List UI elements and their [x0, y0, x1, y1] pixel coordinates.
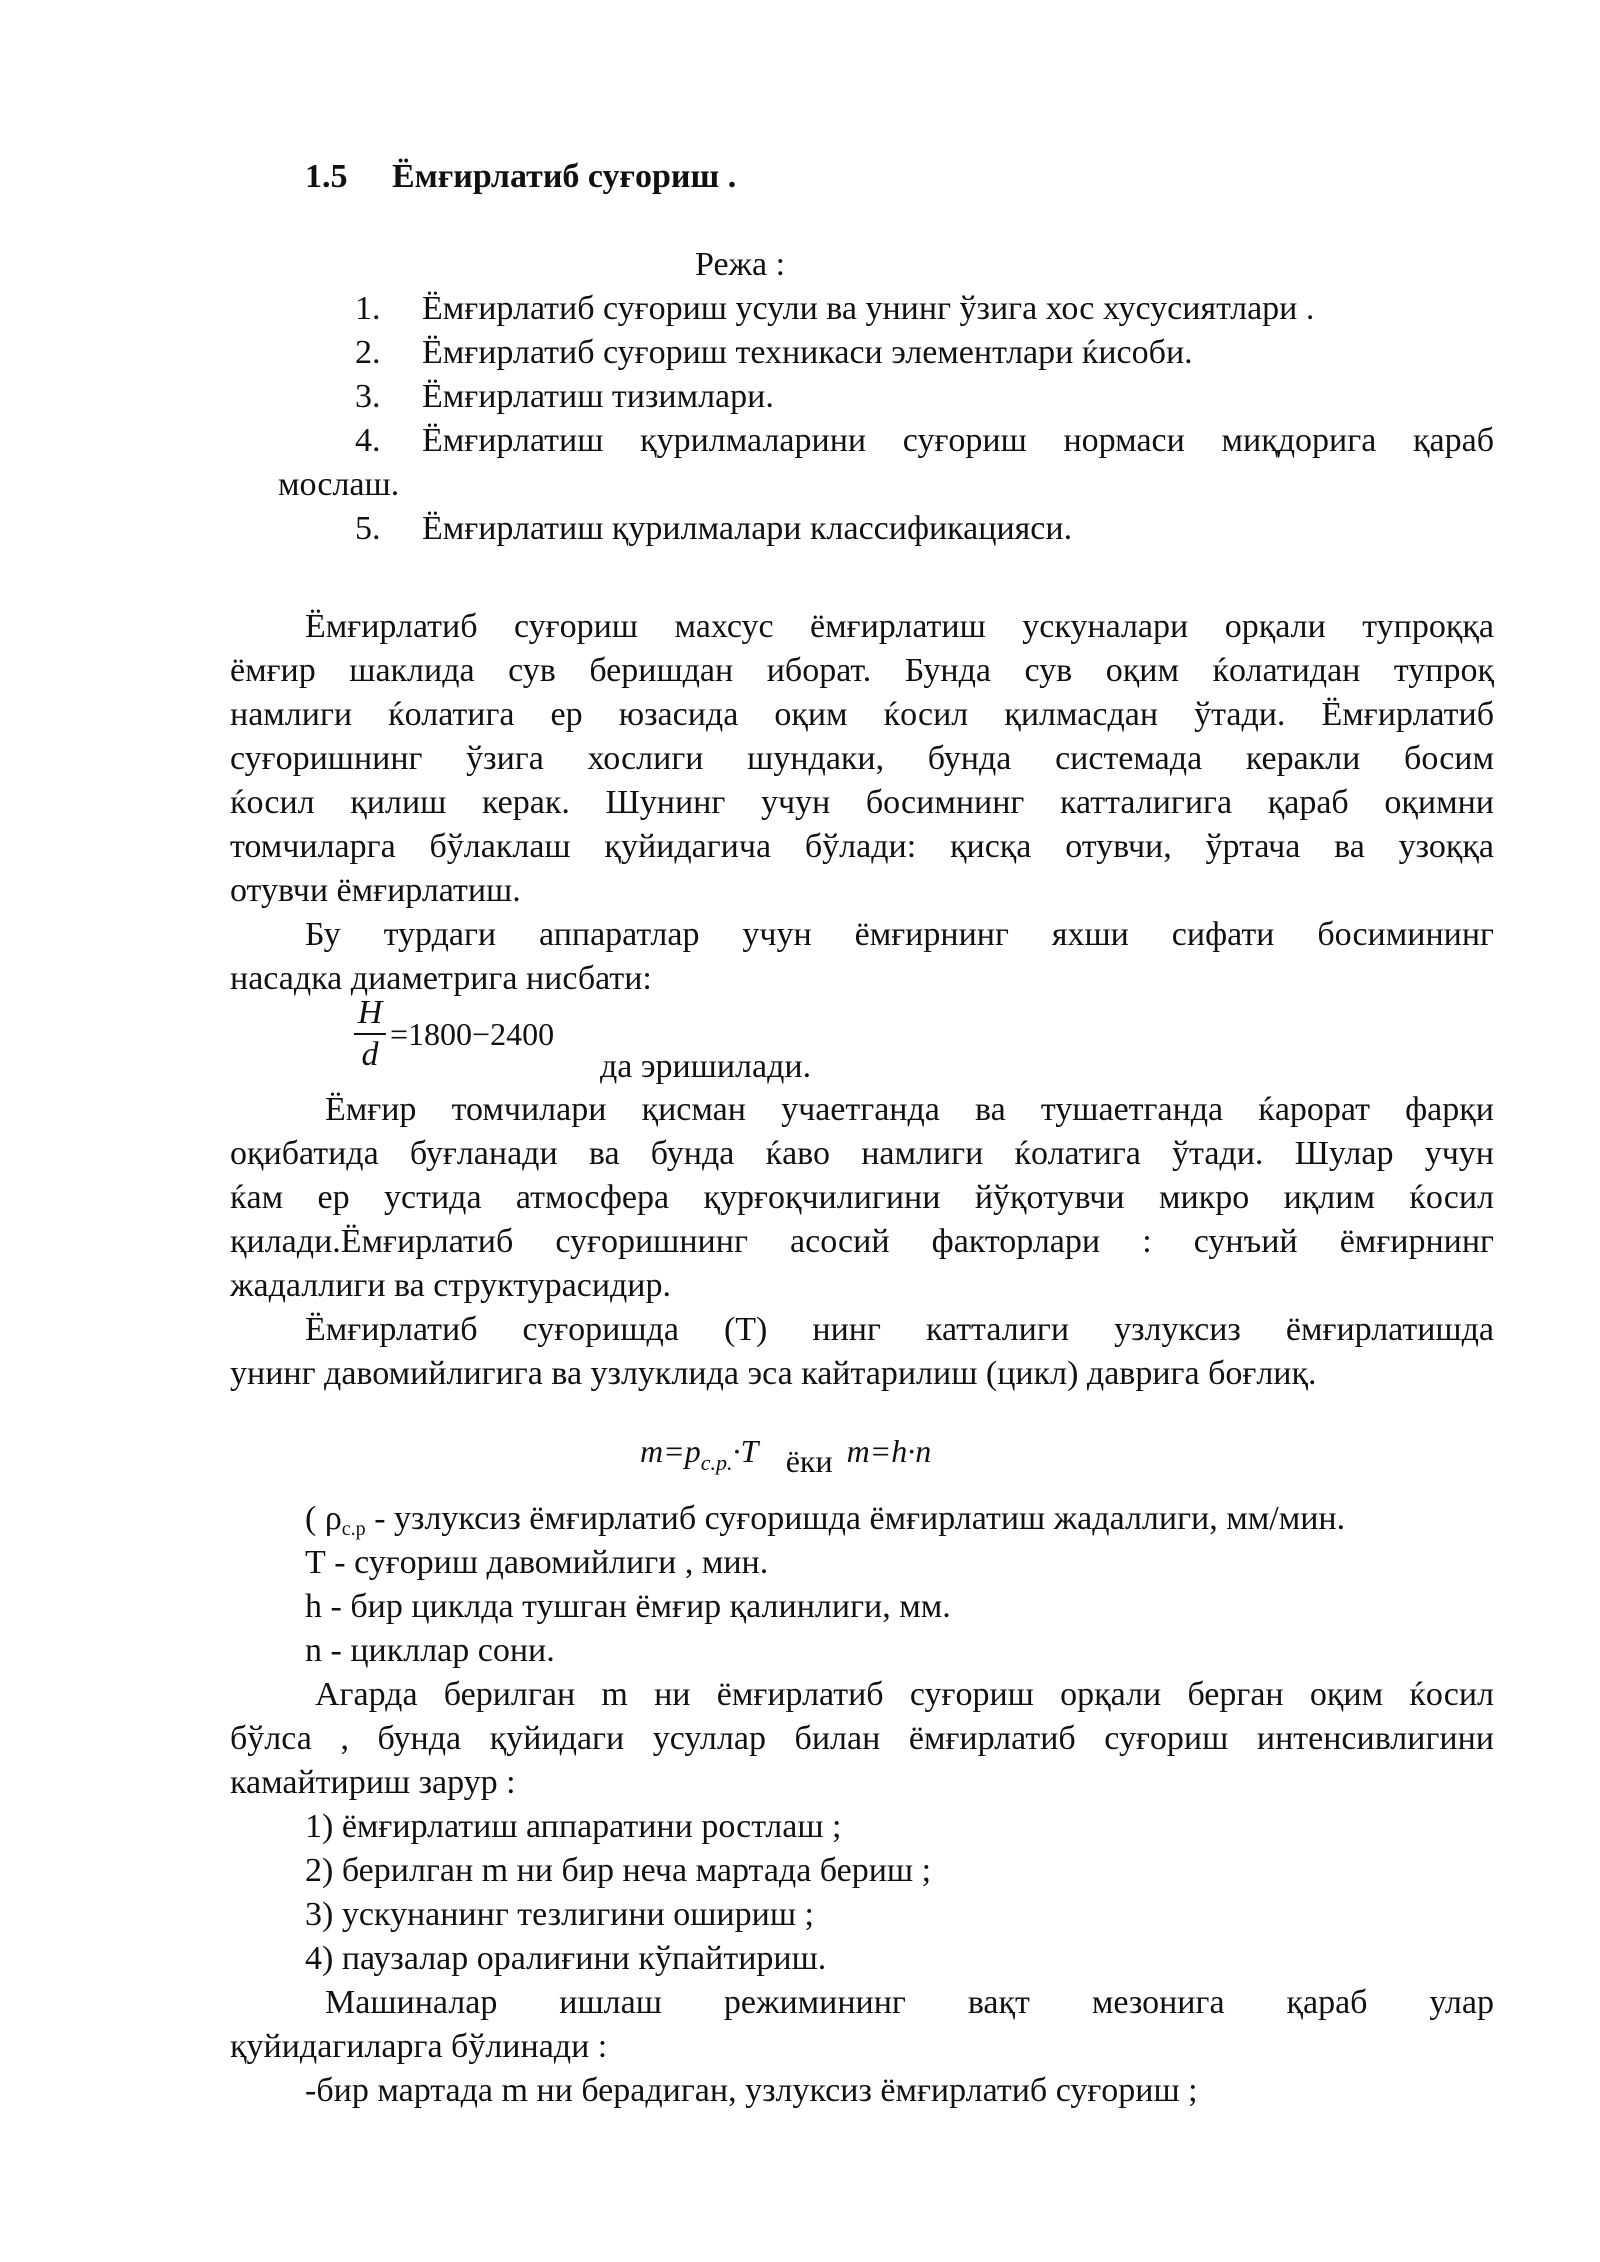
- paragraph-line: қуйидагиларга бўлинади :: [230, 2028, 608, 2065]
- section-title: Ёмғирлатиб суғориш .: [392, 158, 737, 195]
- formula-rhs: =1800−2400: [390, 1016, 555, 1052]
- paragraph-line: Агарда берилган m ни ёмғирлатиб суғориш орқали берган оқим ќосил: [315, 1676, 1494, 1713]
- formula-two: [640, 1435, 931, 1477]
- formula-subscript: c.p.: [700, 1450, 733, 1475]
- paragraph-line: Ёмғир томчилари қисман учаетганда ва тушаетганда ќарорат фарқи: [325, 1091, 1494, 1128]
- rho-subscript: c.p: [341, 1518, 366, 1540]
- plan-item-number: 2.: [355, 334, 381, 371]
- definition-line: n - цикллар сони.: [305, 1632, 555, 1669]
- plan-item-number: 1.: [355, 290, 381, 327]
- plan-item-text: Ёмғирлатиб суғориш техникаси элементлари ќисоби.: [422, 334, 1193, 371]
- definition-line: Т - суғориш давомийлиги , мин.: [305, 1544, 769, 1581]
- paragraph-line: намлиги ќолатига ер юзасида оқим ќосил қилмасдан ўтади. Ёмғирлатиб: [230, 696, 1494, 733]
- formula-or: ёки: [785, 1443, 833, 1479]
- plan-item-number: 3.: [355, 378, 381, 415]
- section-number: 1.5: [305, 158, 348, 195]
- method-list-item: 1) ёмғирлатиш аппаратини ростлаш ;: [305, 1808, 842, 1845]
- paragraph-line: унинг давомийлигига ва узлуклида эса кайтарилиш (цикл) даврига боғлиқ.: [230, 1355, 1317, 1392]
- paragraph-line: Бу турдаги аппаратлар учун ёмғирнинг яхши сифати босимининг: [305, 916, 1494, 953]
- method-list-item: 3) ускунанинг тезлигини ошириш ;: [305, 1896, 814, 1933]
- paragraph-line: Машиналар ишлаш режимининг вақт мезонига қараб улар: [325, 1984, 1494, 2021]
- paragraph-line: камайтириш зарур :: [230, 1764, 516, 1801]
- formula-after-text: да эришилади.: [600, 1048, 812, 1085]
- paragraph-line: Ёмғирлатиб суғориш махсус ёмғирлатиш ускуналари орқали тупроққа: [305, 608, 1494, 645]
- fraction-bar: [354, 1033, 386, 1035]
- plan-item-text: Ёмғирлатиб суғориш усули ва унинг ўзига хос хусусиятлари .: [422, 290, 1315, 327]
- paragraph-line: қилади.Ёмғирлатиб суғоришнинг асосий факторлари : сунъий ёмғирнинг: [230, 1223, 1494, 1260]
- paragraph-line: отувчи ёмғирлатиш.: [230, 872, 521, 909]
- plan-item-continuation: мослаш.: [278, 466, 400, 503]
- method-list-item: 4) паузалар оралиғини кўпайтириш.: [305, 1940, 827, 1977]
- plan-item-number: 5.: [355, 510, 381, 547]
- paragraph-line: ќам ер устида атмосфера қурғоқчилигини йўқотувчи микро иқлим ќосил: [230, 1179, 1494, 1216]
- paragraph-line: Ёмғирлатиб суғоришда (Т) нинг катталиги узлуксиз ёмғирлатишда: [305, 1311, 1494, 1348]
- paragraph-line: оқибатида буғланади ва бунда ќаво намлиги ќолатига ўтади. Шулар учун: [230, 1135, 1494, 1172]
- fraction-numerator: H: [357, 994, 383, 1031]
- plan-label: Режа :: [695, 246, 786, 283]
- definition-line: h - бир циклда тушган ёмғир қалинлиги, мм.: [305, 1588, 951, 1625]
- plan-item-text: Ёмғирлатиш қурилмалари классификацияси.: [422, 510, 1073, 547]
- paragraph-line: жадаллиги ва структурасидир.: [230, 1267, 672, 1304]
- plan-item-text: Ёмғирлатиш тизимлари.: [422, 378, 774, 415]
- paragraph-line: томчиларга бўлаклаш қуйидагича бўлади: қисқа отувчи, ўртача ва узоққа: [230, 828, 1494, 865]
- paragraph-line: бўлса , бунда қуйидаги усуллар билан ёмғирлатиб суғориш интенсивлигини: [230, 1720, 1494, 1757]
- paragraph-line: насадка диаметрига нисбати:: [230, 960, 652, 997]
- formula-left: m=p: [640, 1433, 701, 1469]
- paragraph-line: суғоришнинг ўзига хослиги шундаки, бунда системада керакли босим: [230, 740, 1494, 777]
- plan-item-text: Ёмғирлатиш қурилмаларини суғориш нормаси миқдорига қараб: [422, 422, 1494, 459]
- definition-line: ( ρc.p - узлуксиз ёмғирлатиб суғоришда ёмғирлатиш жадаллиги, мм/мин.: [305, 1500, 1346, 1540]
- formula-fraction: [354, 996, 386, 1072]
- method-list-item: 2) берилган m ни бир неча мартада бериш ;: [305, 1852, 932, 1889]
- formula-right: m=h·n: [846, 1433, 932, 1469]
- fraction-denominator: d: [361, 1036, 379, 1073]
- plan-item-number: 4.: [355, 422, 381, 459]
- formula-left-tail: ·T: [732, 1433, 758, 1469]
- paragraph-line: ќосил қилиш керак. Шунинг учун босимнинг катталигига қараб оқимни: [230, 784, 1494, 821]
- paragraph-line: -бир мартада m ни берадиган, узлуксиз ёмғирлатиб суғориш ;: [305, 2072, 1198, 2109]
- paragraph-line: ёмғир шаклида сув беришдан иборат. Бунда сув оқим ќолатидан тупроқ: [230, 652, 1494, 689]
